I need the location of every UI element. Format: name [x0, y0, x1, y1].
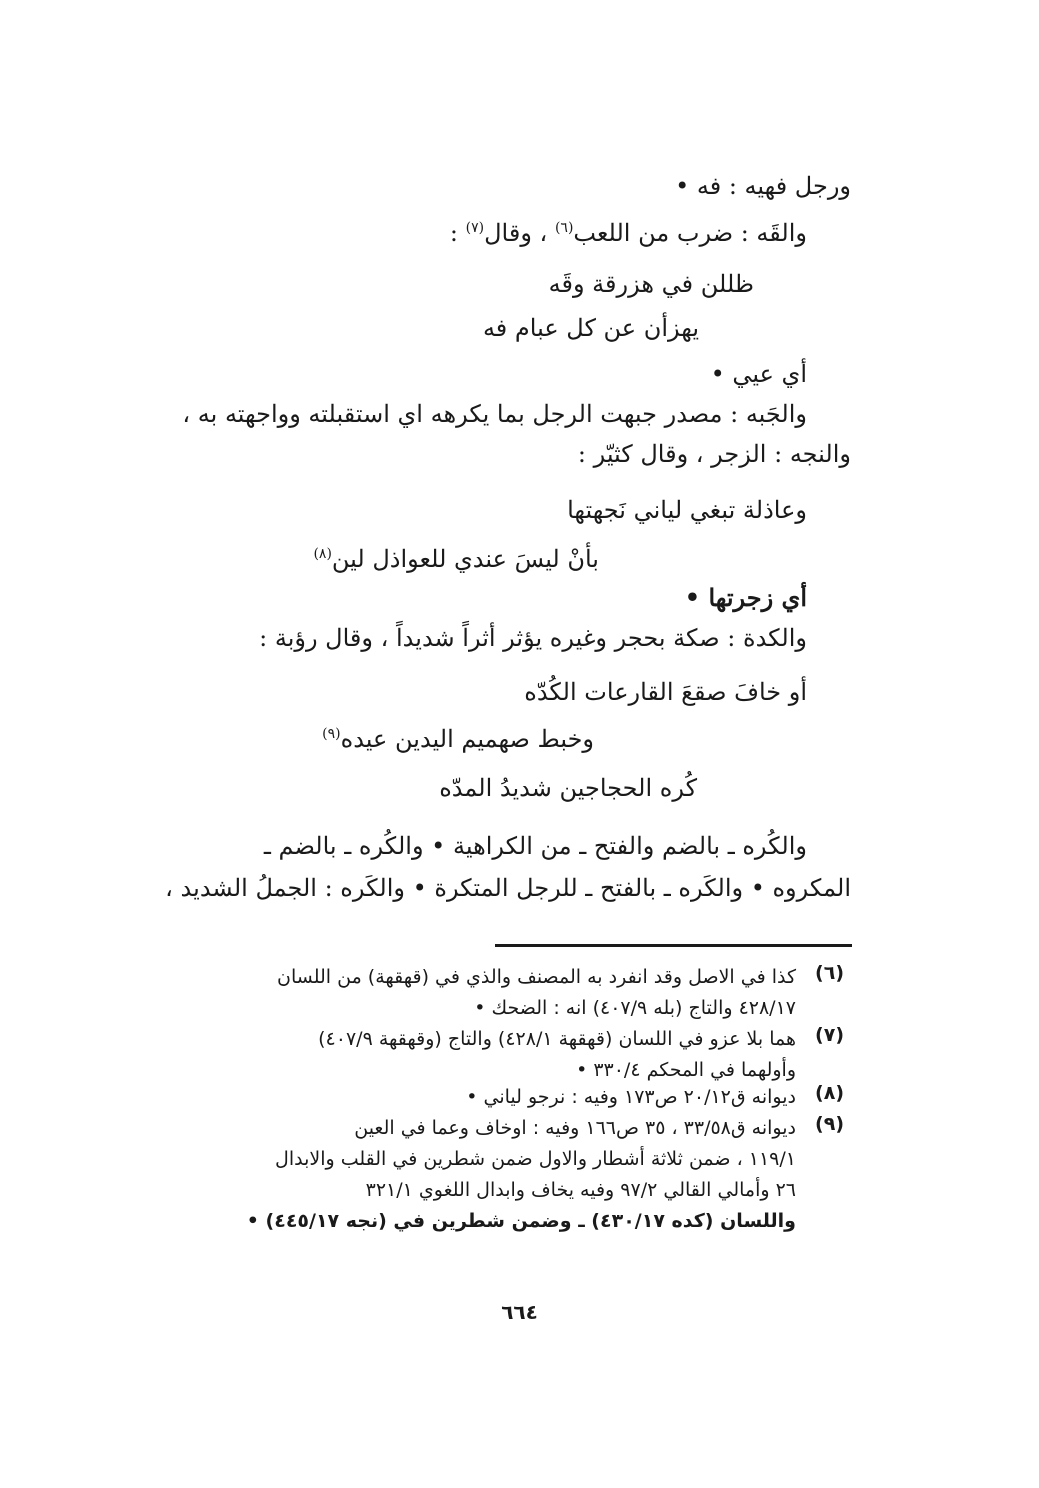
verse-2-first-hemistich: وعاذلة تبغي لياني نَجهتها: [567, 496, 807, 524]
verse-2-second-hemistich: بأنْ ليسَ عندي للعواذل لين$^{(٨)}$: [313, 545, 599, 573]
footnote-ref-6: (٦): [554, 220, 574, 236]
text-line-7: والكدة : صكة بحجر وغيره يؤثر أثراً شديداً ، وقال رؤبة :: [259, 624, 807, 652]
footnote-9-number: (٩): [815, 1113, 844, 1135]
footnote-6-line-2: ٤٢٨/١٧ والتاج (بله ٤٠٧/٩) انه : الضحك •: [474, 997, 796, 1019]
verse-3-first-hemistich: أو خافَ صقعَ القارعات الكُدّه: [524, 678, 807, 706]
footnote-7-number: (٧): [815, 1024, 844, 1046]
footnote-7: [196, 1024, 851, 1086]
footnote-6-number: (٦): [815, 962, 844, 984]
footnote-separator: [495, 944, 852, 947]
verse-3-third-hemistich: كُره الحجاجين شديدُ المدّه: [439, 774, 697, 802]
footnote-ref-8: (٨): [313, 546, 332, 562]
text-line-8: والكُره ـ بالضم والفتح ـ من الكراهية • والكُره ـ بالضم ـ: [263, 832, 807, 860]
footnote-9-line-4: واللسان (كده ٤٣٠/١٧) ـ وضمن شطرين في (نجه ٤٤٥/١٧) •: [246, 1210, 796, 1232]
footnote-ref-7: (٧): [465, 220, 485, 236]
text-line-3: أي عيي •: [710, 360, 807, 388]
page-number: ٦٦٤: [501, 1300, 538, 1324]
footnote-9-line-1: ديوانه ق٣٣/٥٨ ، ٣٥ ص١٦٦ وفيه : اوخاف وعما في العين: [354, 1117, 796, 1139]
footnote-9: [196, 1113, 851, 1237]
footnote-7-line-1: هما بلا عزو في اللسان (قهقهة ٤٢٨/١) والتاج (وقهقهة ٤٠٧/٩): [318, 1028, 796, 1050]
text-line-6: أي زجرتها •: [684, 583, 807, 612]
footnote-6: [196, 962, 851, 1024]
footnote-8: [196, 1082, 851, 1113]
footnote-6-line-1: كذا في الاصل وقد انفرد به المصنف والذي في (قهقهة) من اللسان: [277, 966, 796, 988]
footnote-8-line-1: ديوانه ق٢٠/١٢ ص١٧٣ وفيه : نرجو لياني •: [466, 1086, 796, 1108]
footnote-9-line-2: ١١٩/١ ، ضمن ثلاثة أشطار والاول ضمن شطرين في القلب والابدال: [275, 1148, 796, 1170]
footnote-9-line-3: ٢٦ وأمالي القالي ٩٧/٢ وفيه يخاف وابدال اللغوي ٣٢١/١: [365, 1179, 796, 1201]
footnote-8-number: (٨): [815, 1082, 844, 1104]
text-line-5: والنجه : الزجر ، وقال كثيّر :: [577, 440, 851, 468]
footnote-ref-9: (٩): [322, 726, 341, 742]
text-line-1: ورجل فهيه : فه •: [675, 172, 851, 200]
text-line-4: والجَبه : مصدر جبهت الرجل بما يكرهه اي استقبلته وواجهته به ،: [182, 400, 807, 428]
verse-1-first-hemistich: ظللن في هزرقة وقَه: [548, 270, 754, 298]
text-line-2: والقَه : ضرب من اللعب$^{(٦)}$ ، وقال$^{(٧)}$ :: [449, 219, 807, 247]
verse-1-second-hemistich: يهزأن عن كل عبام فه: [482, 314, 699, 342]
text-line-9: المكروه • والكَره ـ بالفتح ـ للرجل المتكرة • والكَره : الجملُ الشديد ،: [165, 874, 851, 902]
footnote-7-line-2: وأولهما في المحكم ٣٣٠/٤ •: [576, 1059, 796, 1081]
verse-3-second-hemistich: وخبط صهميم اليدين عيده$^{(٩)}$: [322, 725, 594, 753]
